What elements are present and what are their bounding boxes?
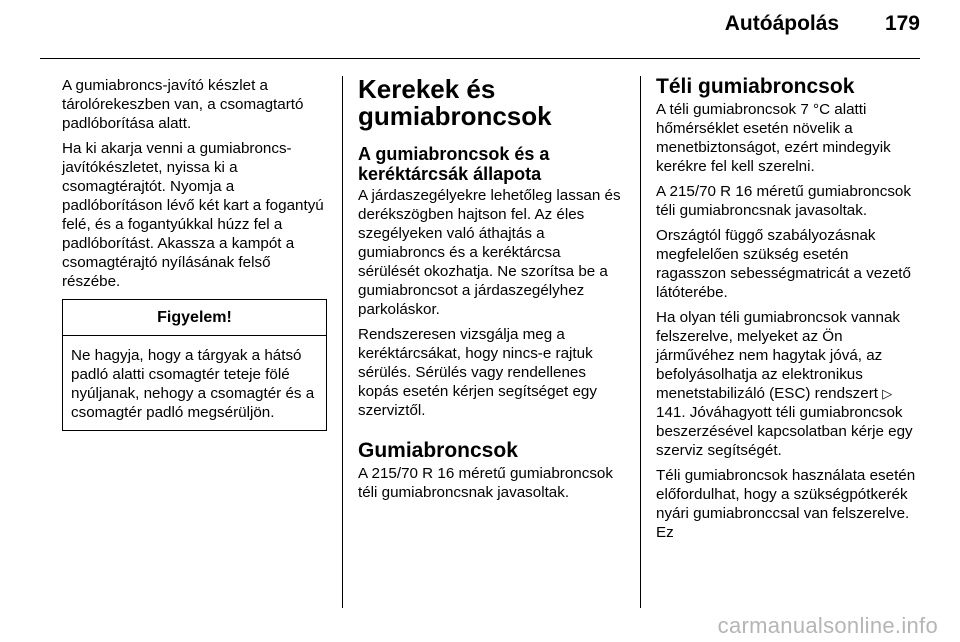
page-reference-arrow-icon: ▷ xyxy=(882,386,893,401)
column-divider xyxy=(342,76,343,608)
watermark: carmanualsonline.info xyxy=(717,613,938,638)
paragraph: A 215/70 R 16 méretű gumiabroncsok téli gumiabroncsnak javasoltak. xyxy=(656,183,911,219)
page-number: 179 xyxy=(884,12,920,35)
page-reference[interactable]: 141 xyxy=(656,404,682,421)
paragraph: Téli gumiabroncsok használata esetén előfordulhat, hogy a szükségpótkerék nyári gumiabronccsal van felszerelve. Ez xyxy=(656,467,916,541)
column-2 xyxy=(358,76,624,508)
paragraph: A téli gumiabroncsok 7 °C alatti hőmérséklet esetén növelik a menetbiztonságot, ezért mindegyik kerékre fel kell szerelni. xyxy=(656,101,891,175)
header-rule xyxy=(40,58,920,59)
paragraph-text: . Jóváhagyott téli gumiabroncsok beszerzésével kapcsolatban kérje egy szerviz segítségét. xyxy=(656,404,913,459)
paragraph: A járdaszegélyekre lehetőleg lassan és derékszögben hajtson fel. Az éles szegélyeken való áthajtás a gumiabroncs és a keréktárcsa sérülését okozhatja. Ne szorítsa be a gumiabroncsot a járdaszegélyhez parkoláskor. xyxy=(358,187,621,318)
warning-text: Ne hagyja, hogy a tárgyak a hátsó padló alatti csomagtér teteje fölé nyúljanak, nehogy a csomagtér és a csomagtér padló megsérüljön. xyxy=(71,347,315,421)
paragraph: A 215/70 R 16 méretű gumiabroncsok téli gumiabroncsnak javasoltak. xyxy=(358,465,613,501)
paragraph: Rendszeresen vizsgálja meg a keréktárcsákat, hogy nincs-e rajtuk sérülés. Sérülés vagy rendellenes kopás esetén kérjen segítséget egy szerviztől. xyxy=(358,326,597,419)
page-header xyxy=(725,12,920,36)
paragraph xyxy=(656,308,918,460)
paragraph: A gumiabroncs-javító készlet a tárolórekeszben van, a csomagtartó padlóborítása alatt. xyxy=(62,77,304,132)
paragraph-text: Ha olyan téli gumiabroncsok vannak felszerelve, melyeket az Ön járművéhez nem hagytak jóvá, az befolyásolhatja az elektronikus menetstabilizáló (ESC) rendszert xyxy=(656,309,900,402)
paragraph: Országtól függő szabályozásnak megfelelően szükség esetén ragasszon sebességmatricát a vezető látóterébe. xyxy=(656,227,911,301)
column-3 xyxy=(656,76,918,548)
column-1 xyxy=(62,76,327,431)
section-heading: Téli gumiabroncsok xyxy=(656,75,855,98)
section-heading: Gumiabroncsok xyxy=(358,439,518,462)
column-divider xyxy=(640,76,641,608)
warning-title: Figyelem! xyxy=(63,300,326,336)
subheading: A gumiabroncsok és a keréktárcsák állapota xyxy=(358,144,550,184)
warning-box xyxy=(62,299,327,431)
section-title: Autóápolás xyxy=(724,12,840,35)
chapter-heading: Kerekek és gumiabroncsok xyxy=(358,74,552,131)
paragraph: Ha ki akarja venni a gumiabroncs-javítókészletet, nyissa ki a csomagtérajtót. Nyomja a padlóborításon lévő két kart a fogantyú felé, és a fogantyúkkal húzz fel a padlóborítást. Akassza a kampót a csomagtérajtó nyílásának felső részébe. xyxy=(62,140,324,290)
